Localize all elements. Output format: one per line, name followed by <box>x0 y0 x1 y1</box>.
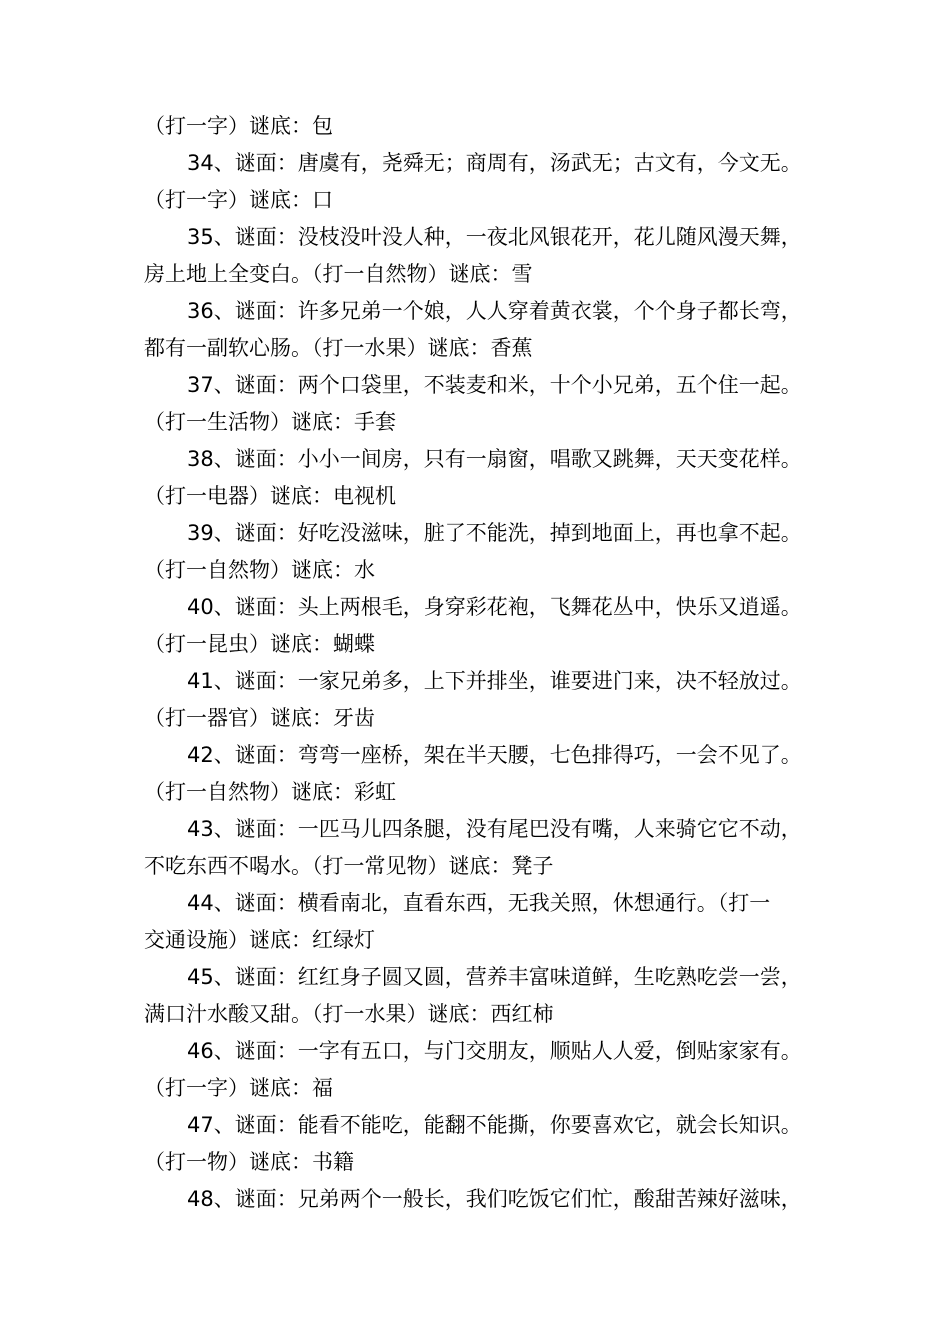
text-line: 交通设施）谜底：红绿灯 <box>144 928 375 952</box>
text-line: 房上地上全变白。（打一自然物）谜底：雪 <box>144 262 533 286</box>
text-line: （打一自然物）谜底：彩虹 <box>144 780 396 804</box>
text-line: 34、谜面：唐虞有，尧舜无；商周有，汤武无；古文有，今文无。 <box>187 151 802 175</box>
text-line: 37、谜面：两个口袋里，不装麦和米，十个小兄弟，五个住一起。 <box>187 373 802 397</box>
text-line: （打一自然物）谜底：水 <box>144 558 375 582</box>
text-line: 满口汁水酸又甜。（打一水果）谜底：西红柿 <box>144 1002 554 1026</box>
text-line: 39、谜面：好吃没滋味，脏了不能洗，掉到地面上，再也拿不起。 <box>187 521 802 545</box>
text-line: （打一昆虫）谜底：蝴蝶 <box>144 632 375 656</box>
text-line: 44、谜面：横看南北，直看东西，无我关照，休想通行。（打一 <box>187 891 771 915</box>
text-line: 43、谜面：一匹马儿四条腿，没有尾巴没有嘴，人来骑它它不动， <box>187 817 802 841</box>
text-line: （打一字）谜底：口 <box>144 188 333 212</box>
text-line: 都有一副软心肠。（打一水果）谜底：香蕉 <box>144 336 533 360</box>
riddle-text-body <box>144 108 828 1218</box>
text-line: （打一器官）谜底：牙齿 <box>144 706 375 730</box>
text-line: 40、谜面：头上两根毛，身穿彩花袍，飞舞花丛中，快乐又逍遥。 <box>187 595 802 619</box>
text-line: （打一字）谜底：福 <box>144 1076 333 1100</box>
text-line: 45、谜面：红红身子圆又圆，营养丰富味道鲜，生吃熟吃尝一尝， <box>187 965 802 989</box>
text-line: （打一生活物）谜底：手套 <box>144 410 396 434</box>
text-line: 48、谜面：兄弟两个一般长，我们吃饭它们忙，酸甜苦辣好滋味， <box>187 1187 802 1211</box>
text-line: 42、谜面：弯弯一座桥，架在半天腰，七色排得巧，一会不见了。 <box>187 743 802 767</box>
text-line: （打一字）谜底：包 <box>144 114 333 138</box>
text-line: 不吃东西不喝水。（打一常见物）谜底：凳子 <box>144 854 554 878</box>
text-line: 35、谜面：没枝没叶没人种，一夜北风银花开，花儿随风漫天舞， <box>187 225 802 249</box>
text-line: 46、谜面：一字有五口，与门交朋友，顺贴人人爱，倒贴家家有。 <box>187 1039 802 1063</box>
text-line: （打一物）谜底：书籍 <box>144 1150 354 1174</box>
text-line: 36、谜面：许多兄弟一个娘，人人穿着黄衣裳，个个身子都长弯， <box>187 299 802 323</box>
text-line: 47、谜面：能看不能吃，能翻不能撕，你要喜欢它，就会长知识。 <box>187 1113 802 1137</box>
text-line: （打一电器）谜底：电视机 <box>144 484 396 508</box>
text-line: 41、谜面：一家兄弟多，上下并排坐，谁要进门来，决不轻放过。 <box>187 669 802 693</box>
text-line: 38、谜面：小小一间房，只有一扇窗，唱歌又跳舞，天天变花样。 <box>187 447 802 471</box>
